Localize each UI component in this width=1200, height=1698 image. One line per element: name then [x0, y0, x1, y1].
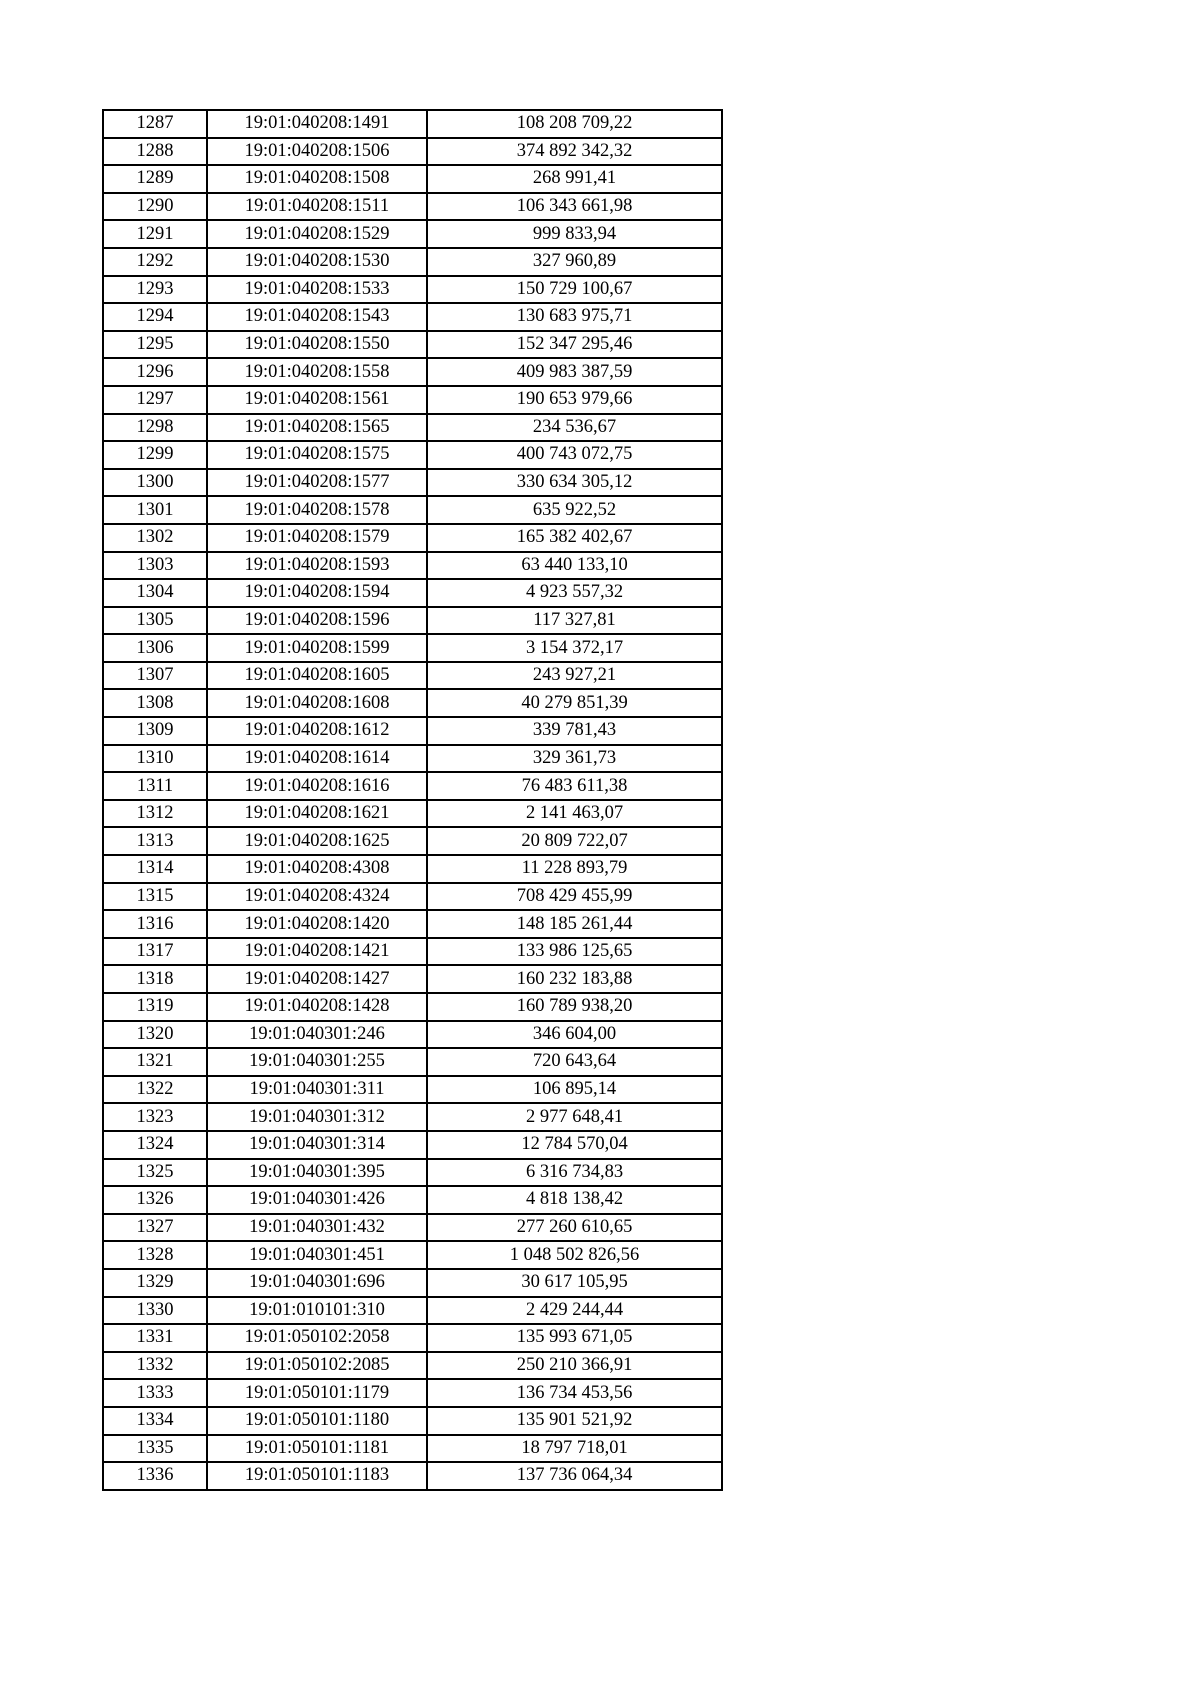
table-row	[103, 276, 722, 304]
table-row	[103, 1352, 722, 1380]
table-row	[103, 1324, 722, 1352]
table-row	[103, 772, 722, 800]
row-number-cell: 1336	[103, 1462, 207, 1490]
value-cell: 135 901 521,92	[427, 1407, 722, 1435]
table-row	[103, 414, 722, 442]
table-row	[103, 689, 722, 717]
row-number-cell: 1301	[103, 496, 207, 524]
row-number-cell: 1311	[103, 772, 207, 800]
row-number-cell: 1325	[103, 1159, 207, 1187]
value-cell: 277 260 610,65	[427, 1214, 722, 1242]
value-cell: 329 361,73	[427, 745, 722, 773]
row-number-cell: 1296	[103, 358, 207, 386]
table-row	[103, 552, 722, 580]
table-row	[103, 855, 722, 883]
row-number-cell: 1306	[103, 634, 207, 662]
value-cell: 2 429 244,44	[427, 1297, 722, 1325]
cadastral-number-cell: 19:01:040301:246	[207, 1021, 427, 1049]
cadastral-number-cell: 19:01:040208:4324	[207, 883, 427, 911]
table-row	[103, 386, 722, 414]
row-number-cell: 1322	[103, 1076, 207, 1104]
table-row	[103, 496, 722, 524]
row-number-cell: 1305	[103, 607, 207, 635]
value-cell: 130 683 975,71	[427, 303, 722, 331]
table-row	[103, 1462, 722, 1490]
cadastral-number-cell: 19:01:040208:1594	[207, 579, 427, 607]
value-cell: 133 986 125,65	[427, 938, 722, 966]
value-cell: 250 210 366,91	[427, 1352, 722, 1380]
table-body	[103, 110, 722, 1490]
cadastral-number-cell: 19:01:050101:1181	[207, 1435, 427, 1463]
row-number-cell: 1303	[103, 552, 207, 580]
value-cell: 2 977 648,41	[427, 1103, 722, 1131]
cadastral-number-cell: 19:01:040208:1420	[207, 910, 427, 938]
value-cell: 409 983 387,59	[427, 358, 722, 386]
table-row	[103, 1379, 722, 1407]
row-number-cell: 1327	[103, 1214, 207, 1242]
cadastral-number-cell: 19:01:050102:2058	[207, 1324, 427, 1352]
table-row	[103, 1131, 722, 1159]
value-cell: 20 809 722,07	[427, 827, 722, 855]
value-cell: 63 440 133,10	[427, 552, 722, 580]
cadastral-number-cell: 19:01:040208:1577	[207, 469, 427, 497]
value-cell: 152 347 295,46	[427, 331, 722, 359]
cadastral-number-cell: 19:01:040208:1543	[207, 303, 427, 331]
row-number-cell: 1318	[103, 965, 207, 993]
table-row	[103, 993, 722, 1021]
row-number-cell: 1310	[103, 745, 207, 773]
table-row	[103, 910, 722, 938]
value-cell: 12 784 570,04	[427, 1131, 722, 1159]
row-number-cell: 1315	[103, 883, 207, 911]
table-row	[103, 110, 722, 138]
value-cell: 106 343 661,98	[427, 193, 722, 221]
row-number-cell: 1307	[103, 662, 207, 690]
cadastral-number-cell: 19:01:040208:1506	[207, 138, 427, 166]
table-row	[103, 441, 722, 469]
value-cell: 148 185 261,44	[427, 910, 722, 938]
row-number-cell: 1334	[103, 1407, 207, 1435]
row-number-cell: 1304	[103, 579, 207, 607]
cadastral-number-cell: 19:01:050101:1183	[207, 1462, 427, 1490]
value-cell: 106 895,14	[427, 1076, 722, 1104]
cadastral-number-cell: 19:01:040208:1612	[207, 717, 427, 745]
table-row	[103, 248, 722, 276]
row-number-cell: 1335	[103, 1435, 207, 1463]
cadastral-number-cell: 19:01:040301:696	[207, 1269, 427, 1297]
value-cell: 4 923 557,32	[427, 579, 722, 607]
value-cell: 6 316 734,83	[427, 1159, 722, 1187]
cadastral-number-cell: 19:01:040208:1616	[207, 772, 427, 800]
table-row	[103, 1214, 722, 1242]
cadastral-number-cell: 19:01:050102:2085	[207, 1352, 427, 1380]
cadastral-number-cell: 19:01:040208:1605	[207, 662, 427, 690]
row-number-cell: 1290	[103, 193, 207, 221]
row-number-cell: 1297	[103, 386, 207, 414]
table-row	[103, 1269, 722, 1297]
row-number-cell: 1314	[103, 855, 207, 883]
row-number-cell: 1317	[103, 938, 207, 966]
row-number-cell: 1319	[103, 993, 207, 1021]
table-row	[103, 800, 722, 828]
row-number-cell: 1295	[103, 331, 207, 359]
value-cell: 635 922,52	[427, 496, 722, 524]
value-cell: 2 141 463,07	[427, 800, 722, 828]
cadastral-number-cell: 19:01:040208:1421	[207, 938, 427, 966]
row-number-cell: 1333	[103, 1379, 207, 1407]
cadastral-number-cell: 19:01:040301:314	[207, 1131, 427, 1159]
row-number-cell: 1308	[103, 689, 207, 717]
cadastral-number-cell: 19:01:040208:1558	[207, 358, 427, 386]
row-number-cell: 1293	[103, 276, 207, 304]
cadastral-number-cell: 19:01:040208:1533	[207, 276, 427, 304]
value-cell: 243 927,21	[427, 662, 722, 690]
cadastral-number-cell: 19:01:040208:4308	[207, 855, 427, 883]
row-number-cell: 1324	[103, 1131, 207, 1159]
table-row	[103, 965, 722, 993]
row-number-cell: 1299	[103, 441, 207, 469]
cadastral-number-cell: 19:01:040208:1530	[207, 248, 427, 276]
table-row	[103, 331, 722, 359]
value-cell: 346 604,00	[427, 1021, 722, 1049]
value-cell: 1 048 502 826,56	[427, 1241, 722, 1269]
cadastral-number-cell: 19:01:040301:451	[207, 1241, 427, 1269]
table-row	[103, 938, 722, 966]
table-row	[103, 1297, 722, 1325]
table-row	[103, 1076, 722, 1104]
table-row	[103, 827, 722, 855]
cadastral-number-cell: 19:01:040208:1529	[207, 220, 427, 248]
table-row	[103, 1048, 722, 1076]
row-number-cell: 1294	[103, 303, 207, 331]
value-cell: 3 154 372,17	[427, 634, 722, 662]
cadastral-number-cell: 19:01:040301:255	[207, 1048, 427, 1076]
value-cell: 11 228 893,79	[427, 855, 722, 883]
cadastral-number-cell: 19:01:050101:1180	[207, 1407, 427, 1435]
cadastral-number-cell: 19:01:040301:426	[207, 1186, 427, 1214]
cadastral-number-cell: 19:01:040208:1491	[207, 110, 427, 138]
table-row	[103, 1021, 722, 1049]
cadastral-number-cell: 19:01:040208:1596	[207, 607, 427, 635]
table-row	[103, 358, 722, 386]
row-number-cell: 1289	[103, 165, 207, 193]
table-row	[103, 1407, 722, 1435]
value-cell: 40 279 851,39	[427, 689, 722, 717]
value-cell: 136 734 453,56	[427, 1379, 722, 1407]
table-row	[103, 524, 722, 552]
table-row	[103, 1159, 722, 1187]
cadastral-number-cell: 19:01:040208:1511	[207, 193, 427, 221]
table-row	[103, 717, 722, 745]
row-number-cell: 1326	[103, 1186, 207, 1214]
value-cell: 374 892 342,32	[427, 138, 722, 166]
value-cell: 999 833,94	[427, 220, 722, 248]
cadastral-number-cell: 19:01:040208:1508	[207, 165, 427, 193]
row-number-cell: 1331	[103, 1324, 207, 1352]
cadastral-number-cell: 19:01:040208:1565	[207, 414, 427, 442]
value-cell: 18 797 718,01	[427, 1435, 722, 1463]
row-number-cell: 1298	[103, 414, 207, 442]
value-cell: 117 327,81	[427, 607, 722, 635]
table-row	[103, 469, 722, 497]
table-row	[103, 193, 722, 221]
row-number-cell: 1300	[103, 469, 207, 497]
table-row	[103, 1186, 722, 1214]
cadastral-number-cell: 19:01:040208:1621	[207, 800, 427, 828]
value-cell: 160 789 938,20	[427, 993, 722, 1021]
table-row	[103, 303, 722, 331]
cadastral-number-cell: 19:01:040301:432	[207, 1214, 427, 1242]
table-row	[103, 138, 722, 166]
cadastral-number-cell: 19:01:040301:312	[207, 1103, 427, 1131]
cadastral-number-cell: 19:01:050101:1179	[207, 1379, 427, 1407]
value-cell: 150 729 100,67	[427, 276, 722, 304]
cadastral-number-cell: 19:01:040208:1427	[207, 965, 427, 993]
value-cell: 190 653 979,66	[427, 386, 722, 414]
value-cell: 339 781,43	[427, 717, 722, 745]
row-number-cell: 1287	[103, 110, 207, 138]
cadastral-number-cell: 19:01:040208:1579	[207, 524, 427, 552]
table-row	[103, 165, 722, 193]
table-row	[103, 607, 722, 635]
table-row	[103, 1435, 722, 1463]
table-row	[103, 745, 722, 773]
value-cell: 165 382 402,67	[427, 524, 722, 552]
table-row	[103, 662, 722, 690]
value-cell: 76 483 611,38	[427, 772, 722, 800]
cadastral-number-cell: 19:01:040208:1599	[207, 634, 427, 662]
value-cell: 330 634 305,12	[427, 469, 722, 497]
table-row	[103, 579, 722, 607]
table-row	[103, 883, 722, 911]
table-row	[103, 634, 722, 662]
value-cell: 708 429 455,99	[427, 883, 722, 911]
cadastral-number-cell: 19:01:040208:1561	[207, 386, 427, 414]
value-cell: 720 643,64	[427, 1048, 722, 1076]
row-number-cell: 1316	[103, 910, 207, 938]
row-number-cell: 1330	[103, 1297, 207, 1325]
row-number-cell: 1321	[103, 1048, 207, 1076]
cadastral-number-cell: 19:01:040208:1608	[207, 689, 427, 717]
value-cell: 327 960,89	[427, 248, 722, 276]
row-number-cell: 1288	[103, 138, 207, 166]
cadastral-number-cell: 19:01:040208:1593	[207, 552, 427, 580]
row-number-cell: 1332	[103, 1352, 207, 1380]
row-number-cell: 1312	[103, 800, 207, 828]
value-cell: 160 232 183,88	[427, 965, 722, 993]
cadastral-number-cell: 19:01:040208:1614	[207, 745, 427, 773]
cadastral-number-cell: 19:01:040208:1625	[207, 827, 427, 855]
row-number-cell: 1323	[103, 1103, 207, 1131]
value-cell: 268 991,41	[427, 165, 722, 193]
row-number-cell: 1320	[103, 1021, 207, 1049]
cadastral-number-cell: 19:01:040301:311	[207, 1076, 427, 1104]
value-cell: 135 993 671,05	[427, 1324, 722, 1352]
cadastral-number-cell: 19:01:040208:1578	[207, 496, 427, 524]
row-number-cell: 1309	[103, 717, 207, 745]
row-number-cell: 1302	[103, 524, 207, 552]
cadastral-number-cell: 19:01:040208:1550	[207, 331, 427, 359]
cadastral-number-cell: 19:01:040208:1428	[207, 993, 427, 1021]
row-number-cell: 1329	[103, 1269, 207, 1297]
value-cell: 137 736 064,34	[427, 1462, 722, 1490]
table-row	[103, 1241, 722, 1269]
value-cell: 30 617 105,95	[427, 1269, 722, 1297]
cadastral-value-table	[102, 109, 723, 1491]
table-row	[103, 220, 722, 248]
row-number-cell: 1291	[103, 220, 207, 248]
row-number-cell: 1292	[103, 248, 207, 276]
table-row	[103, 1103, 722, 1131]
value-cell: 400 743 072,75	[427, 441, 722, 469]
cadastral-number-cell: 19:01:010101:310	[207, 1297, 427, 1325]
cadastral-number-cell: 19:01:040301:395	[207, 1159, 427, 1187]
row-number-cell: 1313	[103, 827, 207, 855]
cadastral-number-cell: 19:01:040208:1575	[207, 441, 427, 469]
row-number-cell: 1328	[103, 1241, 207, 1269]
value-cell: 4 818 138,42	[427, 1186, 722, 1214]
value-cell: 108 208 709,22	[427, 110, 722, 138]
value-cell: 234 536,67	[427, 414, 722, 442]
